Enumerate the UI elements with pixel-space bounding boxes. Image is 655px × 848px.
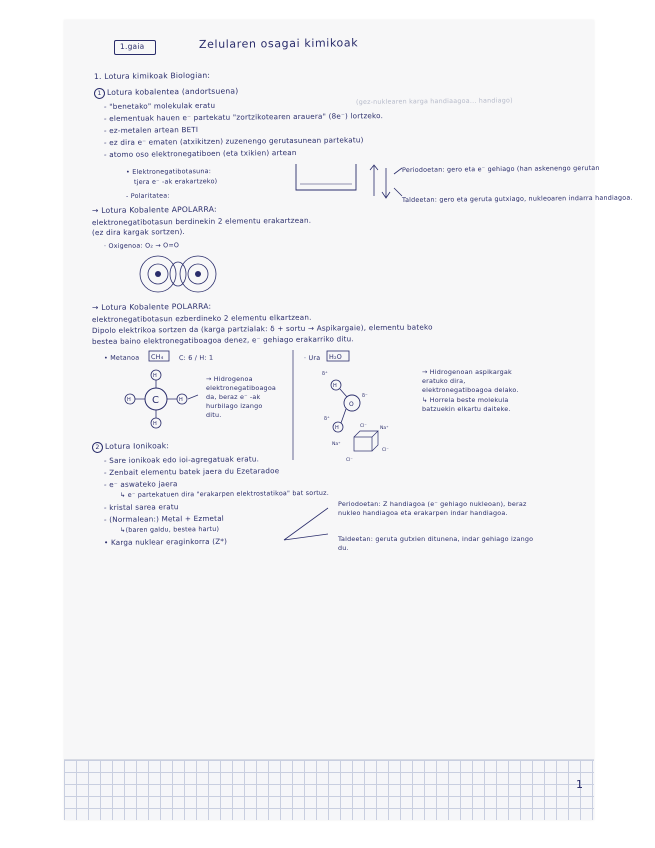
- hydrogen-atom: H: [153, 421, 157, 427]
- ionic-line: ↳ e⁻ partekatuen dira "erakarpen elektrostatikoa" bat sortuz.: [119, 488, 329, 499]
- divider-line: [292, 350, 294, 460]
- water-formula: H₂O: [328, 352, 343, 361]
- ionic-period-note: Periodoetan: Z handiagoa (e⁻ gehiago nukleoan), beraz nukleo handiagoa eta erakarpen indar handiagoa.: [338, 500, 527, 517]
- ionic-line: - e⁻ aswateko jaera: [103, 479, 178, 489]
- ionic-group-note: Taldeetan: geruta gutxien ditunena, indar gehiago izango du.: [338, 535, 534, 552]
- chloride-ion: Cl⁻: [360, 424, 367, 429]
- polarity-label: - Polaritatea:: [125, 191, 170, 200]
- sodium-ion: Na⁺: [380, 426, 389, 431]
- chloride-ion: Cl⁻: [346, 458, 353, 463]
- electroneg-label: • Elektronegatibotasuna:: [125, 167, 212, 176]
- covalent-line: - elementuak hauen e⁻ partekatu "zortzikotearen arauera" (8e⁻) lortzeko.: [103, 111, 384, 123]
- methane-formula: CH₄: [150, 352, 164, 361]
- ionic-line: ↳(baren galdu, bestea hartu): [119, 524, 220, 534]
- faint-note: (gez-nuklearen karga handiaagoa... handiago): [355, 96, 513, 106]
- ionic-line: - Sare ionikoak edo ioi-agregatuak eratu.: [103, 454, 260, 465]
- covalent-line: - ez dira e⁻ ematen (atxikitzen) zuzenengo gerutasunean partekatu): [103, 135, 364, 147]
- covalent-line: - atomo oso elektronegatiboen (eta txikien) artean: [103, 147, 297, 159]
- number-circle-icon: 1: [94, 88, 105, 99]
- methane-label: • Metanoa: [103, 353, 140, 362]
- polar-line: elektronegatibotasun ezberdineko 2 elementu elkartzean.: [91, 312, 312, 324]
- covalent-line: - ez-metalen artean BETI: [103, 125, 199, 135]
- periodic-table-sketch: [294, 162, 404, 206]
- hydrogen-atom: H: [335, 425, 339, 431]
- number-circle-icon: 2: [92, 442, 103, 453]
- water-label: · Ura: [303, 353, 321, 362]
- water-molecule-diagram: [312, 365, 407, 465]
- o2-orbital-diagram: [136, 250, 226, 300]
- date-label: 1.gaia: [119, 41, 145, 51]
- delta-minus-label: ẟ⁻: [362, 393, 368, 399]
- notebook-page: [64, 20, 633, 820]
- carbon-atom: C: [152, 395, 159, 406]
- polar-heading: → Lotura Kobalente POLARRA:: [91, 301, 212, 312]
- methane-diagram: [114, 365, 199, 435]
- page-title: Zelularen osagai kimikoak: [198, 36, 359, 51]
- apolar-heading: → Lotura Kobalente APOLARRA:: [91, 204, 217, 215]
- hydrogen-atom: H: [179, 397, 183, 403]
- chloride-ion: Cl⁻: [382, 448, 389, 453]
- apolar-line: (ez dira kargak sortzen).: [91, 227, 185, 237]
- ionic-line: - Zenbait elementu batek jaera du Ezetaradoe: [103, 466, 280, 477]
- delta-plus-label: ẟ⁺: [324, 416, 330, 422]
- oxygen-example: · Oxigenoa: O₂ → O=O: [103, 241, 180, 250]
- page-number: 1: [575, 777, 584, 791]
- group-trend: Taldeetan: gero eta geruta gutxiago, nukleoaren indarra handiagoa.: [401, 193, 633, 204]
- ionic-heading: 2 Lotura Ionikoak:: [92, 441, 169, 453]
- ionic-line: - (Normalean:) Metal + Ezmetal: [103, 513, 225, 524]
- covalent-line: - "benetako" molekulak eratu: [103, 100, 216, 111]
- oxygen-atom: O: [349, 401, 354, 408]
- polar-line: bestea baino elektronegatiboagoa denez, e⁻ gehiago erakarriko ditu.: [91, 334, 354, 346]
- covalent-heading: 1 Lotura kobalentea (andortsuena): [94, 86, 238, 99]
- grid-paper-strip: [64, 759, 594, 820]
- sodium-ion: Na⁺: [332, 442, 341, 447]
- hydrogen-atom: H: [127, 397, 131, 403]
- hydrogen-atom: H: [153, 373, 157, 379]
- hydrogen-atom: H: [333, 383, 337, 389]
- ionic-line: - kristal sarea eratu: [103, 502, 179, 512]
- water-note: ↳ Horrela beste molekula batzuekin elkartu daiteke.: [422, 396, 511, 413]
- period-trend: Periodoetan: gero eta e⁻ gehiago (han askenengo gerutan: [401, 163, 600, 174]
- branch-arrows: [282, 504, 332, 544]
- apolar-line: elektronegatibotasun berdinekin 2 elementu erakartzean.: [91, 215, 312, 227]
- methane-ratio: C: 6 / H: 1: [178, 353, 214, 362]
- ionic-line: • Karga nuklear eraginkorra (Z*): [103, 536, 228, 547]
- delta-plus-label: ẟ⁺: [322, 371, 328, 377]
- methane-note: → Hidrogenoa elektronegatiboagoa da, beraz e⁻ -ak hurbilago izango ditu.: [206, 375, 277, 419]
- section1-heading: 1. Lotura kimikoak Biologian:: [93, 70, 211, 81]
- electroneg-desc: tjera e⁻ -ak erakartzeko): [133, 177, 218, 186]
- polar-line: Dipolo elektrikoa sortzen da (karga partzialak: ẟ + sortu → Aspikargaie), elementu bateko: [91, 322, 433, 335]
- water-note: → Hidrogenoan aspikargak eratuko dira, elektronegatiboagoa delako.: [422, 368, 519, 394]
